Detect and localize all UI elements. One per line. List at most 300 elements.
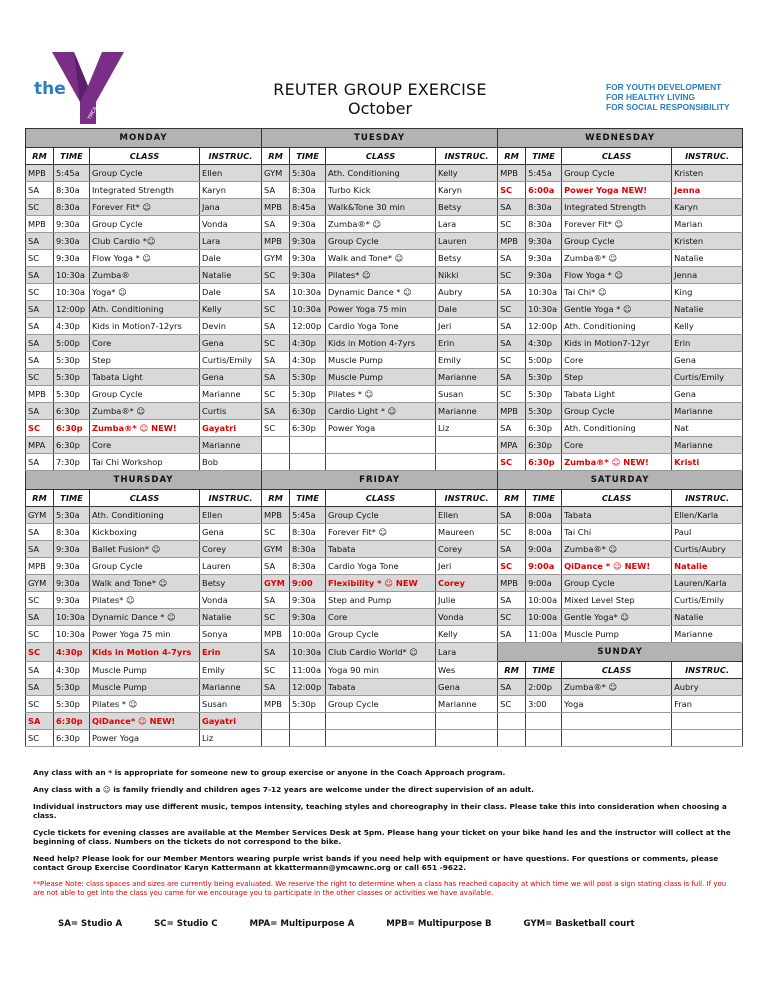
instructor-cell: Kelly: [200, 301, 262, 318]
room-cell: MPA: [498, 437, 526, 454]
class-cell: Zumba®* ☺: [562, 250, 672, 267]
instructor-cell: Erin: [200, 643, 262, 662]
instructor-cell: Jeri: [436, 558, 498, 575]
room-legend: [58, 919, 635, 929]
time-cell: 9:00a: [526, 575, 562, 592]
table-row: [26, 250, 743, 267]
table-row: [26, 233, 743, 250]
class-cell: Group Cycle: [326, 626, 436, 643]
instructor-cell: Susan: [436, 386, 498, 403]
instructor-cell: Corey: [436, 575, 498, 592]
instructor-cell: Ellen: [436, 507, 498, 524]
tagline-line: FOR HEALTHY LIVING: [606, 92, 696, 102]
time-cell: 9:30a: [290, 250, 326, 267]
room-cell: SA: [26, 267, 54, 284]
note: Individual instructors may use different music, tempos intensity, teaching styles and choreography in their class. Please take this into consideration when choosing a class.: [33, 802, 727, 820]
column-header-instruc: INSTRUC.: [436, 148, 498, 165]
column-header-time: TIME: [54, 148, 90, 165]
note: Any class with an * is appropriate for someone new to group exercise or anyone in the Coach Approach program.: [33, 768, 506, 777]
time-cell: 9:30a: [54, 233, 90, 250]
class-cell: Cardio Light * ☺: [326, 403, 436, 420]
instructor-cell: Erin: [436, 335, 498, 352]
title-line1: REUTER GROUP EXERCISE: [273, 80, 487, 99]
class-cell: Muscle Pump: [90, 662, 200, 679]
instructor-cell: Dale: [200, 284, 262, 301]
room-cell: SC: [262, 662, 290, 679]
room-cell: SC: [26, 199, 54, 216]
class-cell: Kids in Motion 4-7yrs: [326, 335, 436, 352]
room-cell: SC: [26, 284, 54, 301]
room-cell: MPB: [262, 696, 290, 713]
time-cell: 10:30a: [54, 267, 90, 284]
column-header-instruc: INSTRUC.: [672, 490, 743, 507]
class-cell: Ath. Conditioning: [90, 507, 200, 524]
room-cell: SA: [498, 369, 526, 386]
instructor-cell: Marianne: [200, 437, 262, 454]
column-header-rm: RM: [498, 490, 526, 507]
table-row: [26, 352, 743, 369]
day-header-row: [26, 129, 743, 148]
note: Cycle tickets for evening classes are available at the Member Services Desk at 5pm. Please hang your ticket on your bike hand les and the instructor will collect at the beginning of class. Numbers on the tickets do not correspond to the bike.: [33, 828, 731, 846]
class-cell: Flexibility * ☺ NEW: [326, 575, 436, 592]
day-header: THURSDAY: [26, 471, 262, 490]
class-cell: Ath. Conditioning: [562, 420, 672, 437]
time-cell: 12:00p: [290, 318, 326, 335]
room-cell: SA: [498, 626, 526, 643]
instructor-cell: Ellen: [200, 507, 262, 524]
column-header-time: TIME: [54, 490, 90, 507]
column-header-instruc: INSTRUC.: [436, 490, 498, 507]
day-header: MONDAY: [26, 129, 262, 148]
time-cell: 8:00a: [526, 507, 562, 524]
class-cell: Muscle Pump: [562, 626, 672, 643]
room-cell: SA: [498, 592, 526, 609]
day-header: FRIDAY: [262, 471, 498, 490]
class-cell: [326, 730, 436, 747]
room-cell: SC: [498, 352, 526, 369]
time-cell: 6:30p: [526, 437, 562, 454]
class-cell: Ath. Conditioning: [326, 165, 436, 182]
class-cell: Yoga 90 min: [326, 662, 436, 679]
time-cell: 4:30p: [290, 352, 326, 369]
instructor-cell: Marianne: [436, 369, 498, 386]
table-row: [26, 696, 743, 713]
instructor-cell: Kelly: [672, 318, 743, 335]
tagline-line: FOR SOCIAL RESPONSIBILITY: [606, 102, 730, 112]
instructor-cell: Lara: [436, 643, 498, 662]
room-cell: SC: [26, 592, 54, 609]
room-cell: MPB: [26, 558, 54, 575]
table-row: [26, 369, 743, 386]
time-cell: 4:30p: [526, 335, 562, 352]
time-cell: 5:30p: [54, 369, 90, 386]
room-cell: SA: [26, 713, 54, 730]
instructor-cell: Dale: [200, 250, 262, 267]
class-cell: Group Cycle: [326, 233, 436, 250]
day-header: WEDNESDAY: [498, 129, 743, 148]
time-cell: 8:30a: [290, 558, 326, 575]
time-cell: 11:00a: [526, 626, 562, 643]
class-cell: Step and Pump: [326, 592, 436, 609]
table-row: [26, 284, 743, 301]
column-header-rm: RM: [262, 148, 290, 165]
room-cell: SA: [498, 507, 526, 524]
table-row: [26, 713, 743, 730]
column-header-instruc: INSTRUC.: [672, 148, 743, 165]
time-cell: 9:30a: [54, 558, 90, 575]
room-cell: SA: [498, 679, 526, 696]
room-cell: MPB: [26, 216, 54, 233]
instructor-cell: Devin: [200, 318, 262, 335]
instructor-cell: Natalie: [672, 558, 743, 575]
table-row: [26, 643, 743, 662]
room-cell: SC: [498, 454, 526, 471]
time-cell: 9:30a: [526, 233, 562, 250]
class-cell: Zumba®* ☺: [562, 541, 672, 558]
room-cell: SA: [26, 609, 54, 626]
instructor-cell: Ellen/Karla: [672, 507, 743, 524]
class-cell: [326, 454, 436, 471]
time-cell: 12:00p: [526, 318, 562, 335]
time-cell: 8:30a: [526, 199, 562, 216]
time-cell: 9:00a: [526, 558, 562, 575]
class-cell: Zumba®* ☺: [562, 679, 672, 696]
legend-item: SC= Studio C: [154, 919, 218, 929]
time-cell: [290, 713, 326, 730]
instructor-cell: Gena: [672, 352, 743, 369]
time-cell: [290, 730, 326, 747]
table-row: [26, 216, 743, 233]
instructor-cell: Jana: [200, 199, 262, 216]
instructor-cell: Liz: [436, 420, 498, 437]
room-cell: MPB: [262, 626, 290, 643]
time-cell: 6:30p: [54, 420, 90, 437]
class-cell: Forever Fit* ☺: [90, 199, 200, 216]
class-cell: Pilates* ☺: [90, 592, 200, 609]
room-cell: SC: [262, 386, 290, 403]
table-row: [26, 386, 743, 403]
room-cell: [262, 730, 290, 747]
instructor-cell: Gena: [672, 386, 743, 403]
time-cell: 10:30a: [526, 284, 562, 301]
room-cell: [498, 730, 526, 747]
class-cell: Gentle Yoga* ☺: [562, 609, 672, 626]
class-cell: Kickboxing: [90, 524, 200, 541]
class-cell: Walk and Tone* ☺: [90, 575, 200, 592]
time-cell: 5:45a: [54, 165, 90, 182]
class-cell: Group Cycle: [562, 165, 672, 182]
class-cell: Integrated Strength: [90, 182, 200, 199]
table-row: [26, 626, 743, 643]
table-row: [26, 730, 743, 747]
class-cell: Tai Chi Workshop: [90, 454, 200, 471]
instructor-cell: Betsy: [436, 199, 498, 216]
column-header-class: CLASS: [562, 662, 672, 679]
instructor-cell: [436, 437, 498, 454]
room-cell: SA: [498, 335, 526, 352]
time-cell: 10:00a: [526, 609, 562, 626]
instructor-cell: Aubry: [436, 284, 498, 301]
instructor-cell: Karyn: [200, 182, 262, 199]
time-cell: 4:30p: [54, 662, 90, 679]
room-cell: SA: [262, 216, 290, 233]
column-header-time: TIME: [290, 490, 326, 507]
class-cell: [326, 713, 436, 730]
time-cell: 5:30p: [290, 696, 326, 713]
class-cell: Tabata: [326, 541, 436, 558]
time-cell: 9:30a: [290, 216, 326, 233]
class-cell: Kids in Motion7-12yrs: [90, 318, 200, 335]
time-cell: [526, 730, 562, 747]
instructor-cell: Vonda: [436, 609, 498, 626]
time-cell: 8:30a: [54, 524, 90, 541]
instructor-cell: Marianne: [436, 696, 498, 713]
class-cell: Pilates* ☺: [326, 267, 436, 284]
svg-text:the: the: [34, 79, 66, 99]
room-cell: MPA: [26, 437, 54, 454]
room-cell: MPB: [498, 575, 526, 592]
class-cell: Walk and Tone* ☺: [326, 250, 436, 267]
room-cell: SA: [262, 318, 290, 335]
instructor-cell: [436, 454, 498, 471]
room-cell: GYM: [26, 507, 54, 524]
time-cell: 5:30p: [54, 386, 90, 403]
class-cell: Core: [90, 335, 200, 352]
instructor-cell: Gayatri: [200, 713, 262, 730]
room-cell: GYM: [262, 165, 290, 182]
instructor-cell: Curtis/Aubry: [672, 541, 743, 558]
room-cell: SC: [262, 609, 290, 626]
legend-item: MPB= Multipurpose B: [386, 919, 492, 929]
room-cell: SA: [26, 524, 54, 541]
time-cell: 8:45a: [290, 199, 326, 216]
instructor-cell: Emily: [200, 662, 262, 679]
time-cell: 9:30a: [290, 233, 326, 250]
instructor-cell: Natalie: [672, 301, 743, 318]
time-cell: 7:30p: [54, 454, 90, 471]
svg-text:YMCA: YMCA: [86, 105, 99, 121]
class-cell: Step: [562, 369, 672, 386]
room-cell: SC: [26, 730, 54, 747]
tagline: [606, 82, 730, 112]
time-cell: 8:30a: [290, 541, 326, 558]
class-cell: Tai Chi* ☺: [562, 284, 672, 301]
time-cell: 6:30p: [526, 454, 562, 471]
class-cell: Forever Fit* ☺: [562, 216, 672, 233]
class-cell: Power Yoga 75 min: [90, 626, 200, 643]
class-cell: Power Yoga: [90, 730, 200, 747]
class-cell: [562, 730, 672, 747]
room-cell: SA: [498, 284, 526, 301]
class-cell: Group Cycle: [90, 216, 200, 233]
time-cell: 3:00: [526, 696, 562, 713]
time-cell: 9:30a: [290, 267, 326, 284]
instructor-cell: Wes: [436, 662, 498, 679]
time-cell: 9:30a: [54, 592, 90, 609]
class-cell: Forever Fit* ☺: [326, 524, 436, 541]
class-cell: [326, 437, 436, 454]
instructor-cell: Betsy: [200, 575, 262, 592]
room-cell: SA: [26, 352, 54, 369]
class-cell: Core: [90, 437, 200, 454]
table-row: [26, 182, 743, 199]
class-cell: Kids in Motion7-12yr: [562, 335, 672, 352]
room-cell: SC: [498, 182, 526, 199]
time-cell: 8:30a: [290, 182, 326, 199]
table-row: [26, 165, 743, 182]
capacity-warning: **Please Note: class spaces and sizes are currently being evaluated. We reserve the right to determine when a class has reached capacity at which time we will post a sign stating class is full. If you are not able to get into the class you came for we encourage you to participate in the other classes or activities we have available.: [33, 880, 727, 897]
room-cell: SC: [498, 216, 526, 233]
room-cell: SC: [498, 558, 526, 575]
class-cell: Group Cycle: [326, 507, 436, 524]
column-header-rm: RM: [26, 148, 54, 165]
time-cell: 10:30a: [54, 626, 90, 643]
table-row: [26, 454, 743, 471]
note: Need help? Please look for our Member Mentors wearing purple wrist bands if you need help with equipment or have questions. For questions or comments, please contact Group Exercise Coordinator Karyn Kattermann at kkattermann@ymcawnc.org or call 651 -9622.: [33, 854, 719, 872]
ymca-logo: [30, 46, 140, 126]
class-cell: Tai Chi: [562, 524, 672, 541]
room-cell: SA: [498, 199, 526, 216]
class-cell: Core: [562, 437, 672, 454]
time-cell: 6:30p: [54, 403, 90, 420]
room-cell: GYM: [26, 575, 54, 592]
room-cell: SC: [262, 267, 290, 284]
room-cell: SA: [498, 318, 526, 335]
class-cell: Pilates * ☺: [326, 386, 436, 403]
time-cell: 10:30a: [290, 643, 326, 662]
class-cell: Group Cycle: [90, 165, 200, 182]
instructor-cell: Betsy: [436, 250, 498, 267]
room-cell: MPB: [262, 233, 290, 250]
time-cell: 12:00p: [54, 301, 90, 318]
time-cell: 10:00a: [290, 626, 326, 643]
instructor-cell: Marianne: [200, 679, 262, 696]
time-cell: 6:30p: [290, 420, 326, 437]
class-cell: Flow Yoga * ☺: [562, 267, 672, 284]
time-cell: 6:30p: [54, 713, 90, 730]
room-cell: MPB: [26, 386, 54, 403]
table-row: [26, 420, 743, 437]
table-row: [26, 335, 743, 352]
room-cell: [262, 437, 290, 454]
legend-item: GYM= Basketball court: [523, 919, 635, 929]
room-cell: SC: [262, 524, 290, 541]
room-cell: SC: [498, 524, 526, 541]
column-header-rm: RM: [498, 662, 526, 679]
instructor-cell: Susan: [200, 696, 262, 713]
time-cell: 8:30a: [526, 216, 562, 233]
table-row: [26, 592, 743, 609]
room-cell: SC: [262, 335, 290, 352]
class-cell: Power Yoga NEW!: [562, 182, 672, 199]
instructor-cell: Gena: [436, 679, 498, 696]
room-cell: SA: [262, 182, 290, 199]
room-cell: SA: [262, 679, 290, 696]
instructor-cell: Karyn: [436, 182, 498, 199]
time-cell: 8:00a: [526, 524, 562, 541]
column-header-class: CLASS: [90, 490, 200, 507]
class-cell: Cardio Yoga Tone: [326, 558, 436, 575]
time-cell: 5:45a: [290, 507, 326, 524]
instructor-cell: Kelly: [436, 626, 498, 643]
note: Any class with a ☺ is family friendly and children ages 7-12 years are welcome under the direct supervision of an adult.: [33, 785, 534, 794]
instructor-cell: Liz: [200, 730, 262, 747]
class-cell: Group Cycle: [90, 558, 200, 575]
time-cell: 6:30p: [54, 730, 90, 747]
instructor-cell: Kristen: [672, 165, 743, 182]
table-row: [26, 662, 743, 679]
time-cell: 5:30p: [526, 386, 562, 403]
title-month: October: [347, 99, 413, 118]
column-header-class: CLASS: [562, 490, 672, 507]
time-cell: 5:30p: [54, 696, 90, 713]
instructor-cell: Karyn: [672, 199, 743, 216]
room-cell: MPB: [26, 165, 54, 182]
time-cell: [290, 454, 326, 471]
instructor-cell: [436, 713, 498, 730]
time-cell: 9:30a: [290, 609, 326, 626]
instructor-cell: Lauren/Karla: [672, 575, 743, 592]
class-cell: Cardio Yoga Tone: [326, 318, 436, 335]
instructor-cell: Gena: [200, 335, 262, 352]
time-cell: 6:00a: [526, 182, 562, 199]
room-cell: SA: [262, 352, 290, 369]
room-cell: SA: [26, 662, 54, 679]
instructor-cell: Vonda: [200, 592, 262, 609]
instructor-cell: [672, 730, 743, 747]
column-header-instruc: INSTRUC.: [200, 148, 262, 165]
class-cell: Tabata: [562, 507, 672, 524]
instructor-cell: Lauren: [200, 558, 262, 575]
class-cell: Core: [326, 609, 436, 626]
time-cell: 5:30p: [54, 352, 90, 369]
class-cell: Ballet Fusion* ☺: [90, 541, 200, 558]
class-cell: Walk&Tone 30 min: [326, 199, 436, 216]
day-header: SUNDAY: [498, 643, 743, 662]
legend-item: SA= Studio A: [58, 919, 123, 929]
column-header-row: [26, 490, 743, 507]
instructor-cell: Curtis: [200, 403, 262, 420]
room-cell: SA: [262, 369, 290, 386]
class-cell: Tabata: [326, 679, 436, 696]
instructor-cell: Dale: [436, 301, 498, 318]
column-header-rm: RM: [26, 490, 54, 507]
room-cell: [262, 713, 290, 730]
class-cell: Dynamic Dance * ☺: [326, 284, 436, 301]
room-cell: SA: [26, 318, 54, 335]
instructor-cell: Vonda: [200, 216, 262, 233]
room-cell: SC: [498, 696, 526, 713]
time-cell: 6:30p: [54, 437, 90, 454]
instructor-cell: Marian: [672, 216, 743, 233]
table-row: [26, 575, 743, 592]
instructor-cell: Natalie: [200, 267, 262, 284]
room-cell: SA: [262, 403, 290, 420]
table-row: [26, 507, 743, 524]
time-cell: 10:30a: [54, 284, 90, 301]
room-cell: SA: [262, 592, 290, 609]
instructor-cell: Erin: [672, 335, 743, 352]
instructor-cell: Kelly: [436, 165, 498, 182]
class-cell: Power Yoga: [326, 420, 436, 437]
time-cell: 9:30a: [526, 250, 562, 267]
room-cell: SA: [26, 233, 54, 250]
instructor-cell: Natalie: [672, 609, 743, 626]
legend-item: MPA= Multipurpose A: [249, 919, 355, 929]
room-cell: SA: [26, 679, 54, 696]
class-cell: Power Yoga 75 min: [326, 301, 436, 318]
time-cell: 9:00a: [526, 541, 562, 558]
